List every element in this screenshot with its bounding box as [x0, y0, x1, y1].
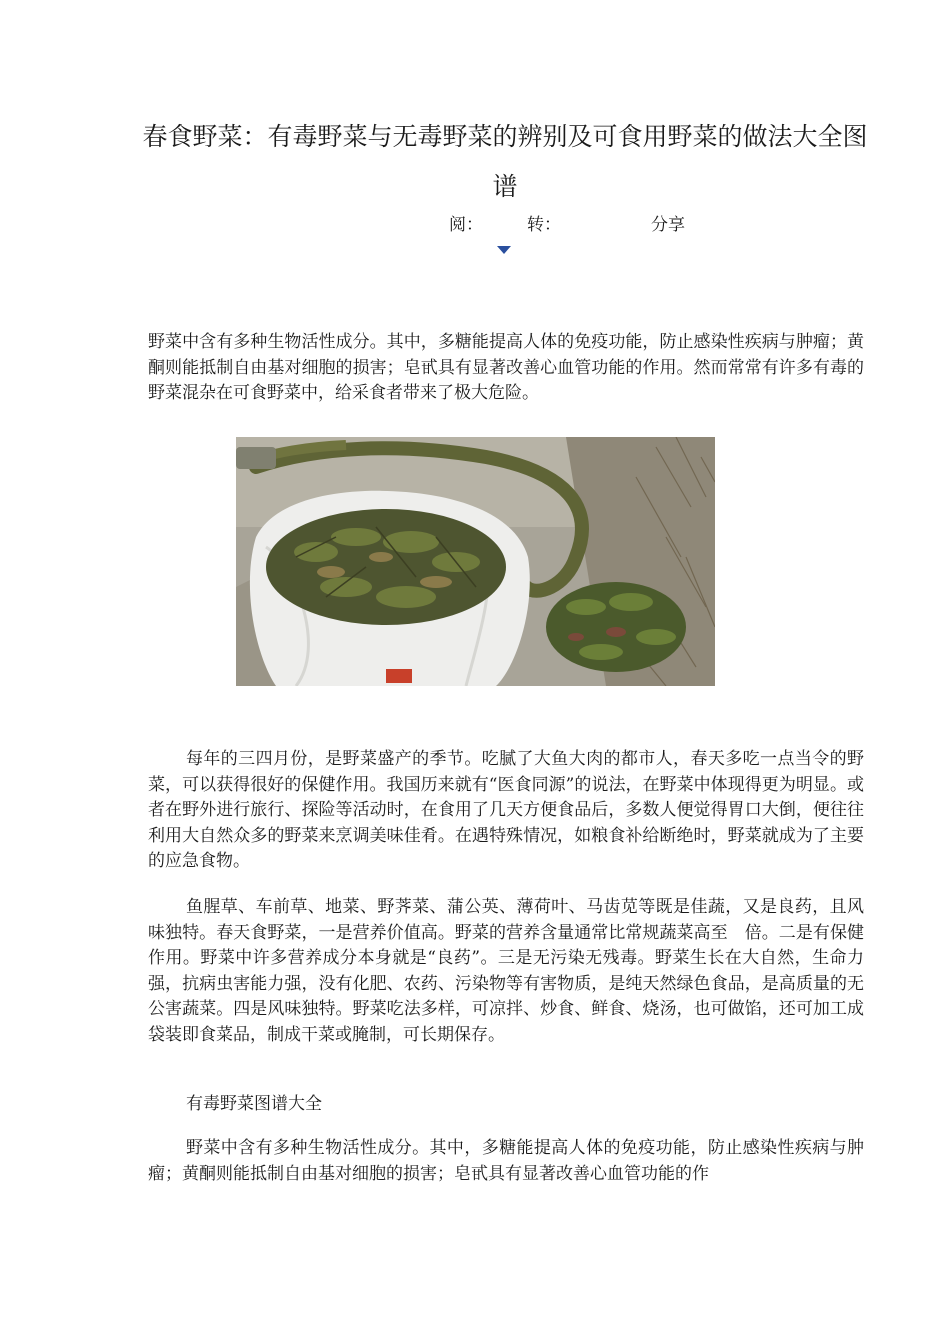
share-dropdown-arrow-icon[interactable]	[497, 246, 511, 254]
paragraph-benefits: 鱼腥草、车前草、地菜、野荠菜、蒲公英、薄荷叶、马齿苋等既是佳蔬，又是良药，且风味独特。春天食野菜，一是营养价值高。野菜的营养含量通常比常规蔬菜高至 倍。二是有保健作用。野菜中许多营养成分本身就是“良药”。三是无污染无残毒。野菜生长在大自然，生命力强，抗病虫害能力强，没有化肥、农药、污染物等有害物质，是纯天然绿色食品，是高质量的无公害蔬菜。四是风味独特。野菜吃法多样，可凉拌、炒食、鲜食、烧汤，也可做馅，还可加工成袋装即食菜品，制成干菜或腌制，可长期保存。	[148, 897, 864, 1045]
article-title: 春食野菜：有毒野菜与无毒野菜的辨别及可食用野菜的做法大全图谱	[142, 122, 868, 201]
paragraph-active-components: 野菜中含有多种生物活性成分。其中，多糖能提高人体的免疫功能，防止感染性疾病与肿瘤；黄酮则能抵制自由基对细胞的损害；皂甙具有显著改善心血管功能的作	[148, 1138, 864, 1184]
paragraph-season: 每年的三四月份，是野菜盛产的季节。吃腻了大鱼大肉的都市人，春天多吃一点当令的野菜，可以获得很好的保健作用。我国历来就有“医食同源”的说法，在野菜中体现得更为明显。或者在野外进行旅行、探险等活动时，在食用了几天方便食品后，多数人便觉得胃口大倒，便往往利用大自然众多的野菜来烹调美味佳肴。在遇特殊情况，如粮食补给断绝时，野菜就成为了主要的应急食物。	[148, 749, 864, 871]
share-button[interactable]: 分享	[651, 215, 685, 235]
intro-paragraph: 野菜中含有多种生物活性成分。其中，多糖能提高人体的免疫功能，防止感染性疾病与肿瘤；黄酮则能抵制自由基对细胞的损害；皂甙具有显著改善心血管功能的作用。然而常常有许多有毒的野菜混杂在可食野菜中，给采食者带来了极大危险。	[148, 332, 864, 403]
wild-vegetables-photo	[236, 437, 715, 686]
section-heading-poisonous: 有毒野菜图谱大全	[186, 1094, 322, 1114]
forward-count-label: 转：	[527, 215, 561, 235]
read-count-label: 阅：	[449, 215, 483, 235]
